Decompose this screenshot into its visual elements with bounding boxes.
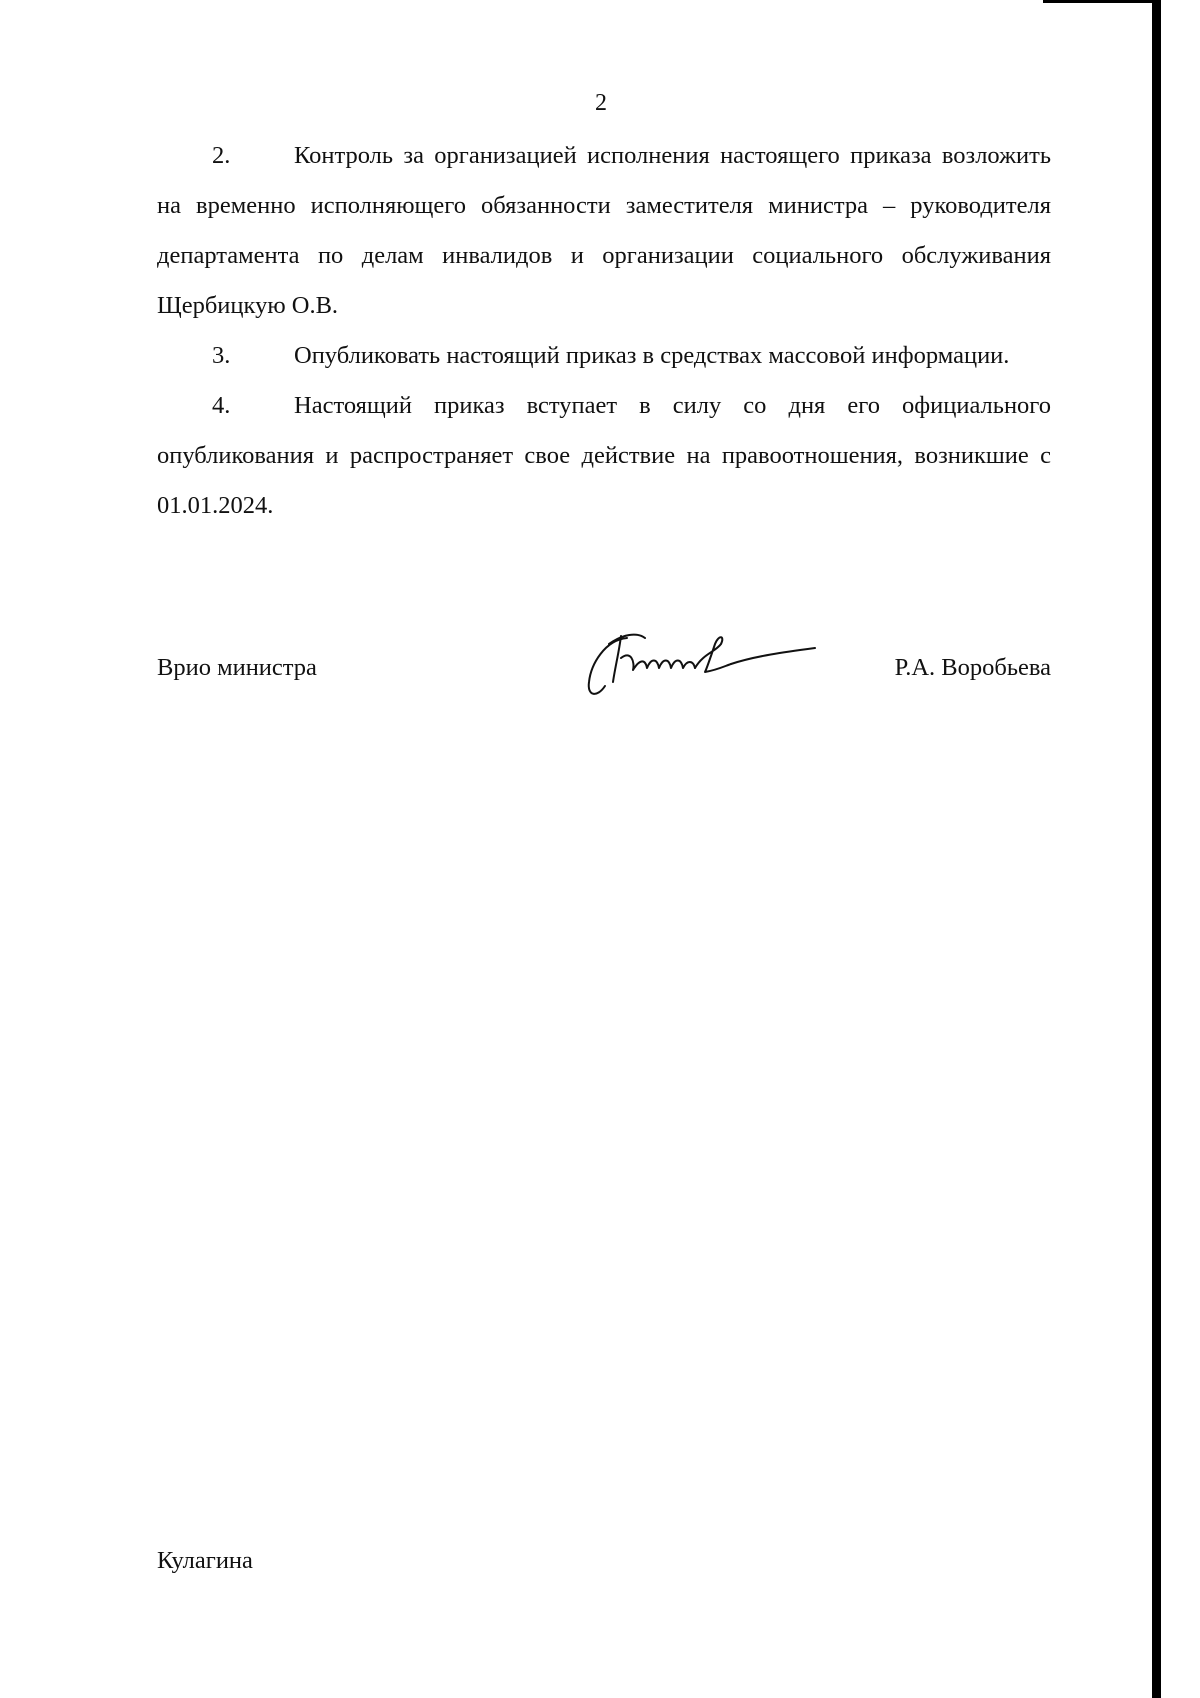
paragraph-text: Настоящий приказ вступает в силу со дня его официального опубликования и распространяет свое действие на правоотношения, возникшие с 01.01.2024. — [157, 392, 1051, 519]
handwritten-signature — [575, 624, 825, 704]
paragraph-2 — [157, 131, 1051, 331]
scan-edge-right — [1152, 0, 1161, 1698]
signer-name: Р.А. Воробьева — [894, 654, 1051, 681]
document-body — [157, 131, 1051, 531]
paragraph-text: Опубликовать настоящий приказ в средствах массовой информации. — [294, 342, 1010, 369]
scan-edge-top — [1043, 0, 1161, 3]
paragraph-text: Контроль за организацией исполнения настоящего приказа возложить на временно исполняющего обязанности заместителя министра – руководителя департамента по делам инвалидов и организации социального обслуживания Щербицкую О.В. — [157, 142, 1051, 319]
signer-position: Врио министра — [157, 654, 317, 681]
page-number: 2 — [595, 90, 607, 116]
paragraph-number: 3. — [212, 342, 231, 369]
paragraph-4 — [157, 381, 1051, 531]
paragraph-3 — [157, 331, 1051, 381]
signature-block — [157, 654, 1051, 734]
paragraph-number: 4. — [212, 392, 231, 419]
paragraph-number: 2. — [212, 142, 231, 169]
executor-name: Кулагина — [157, 1547, 253, 1574]
